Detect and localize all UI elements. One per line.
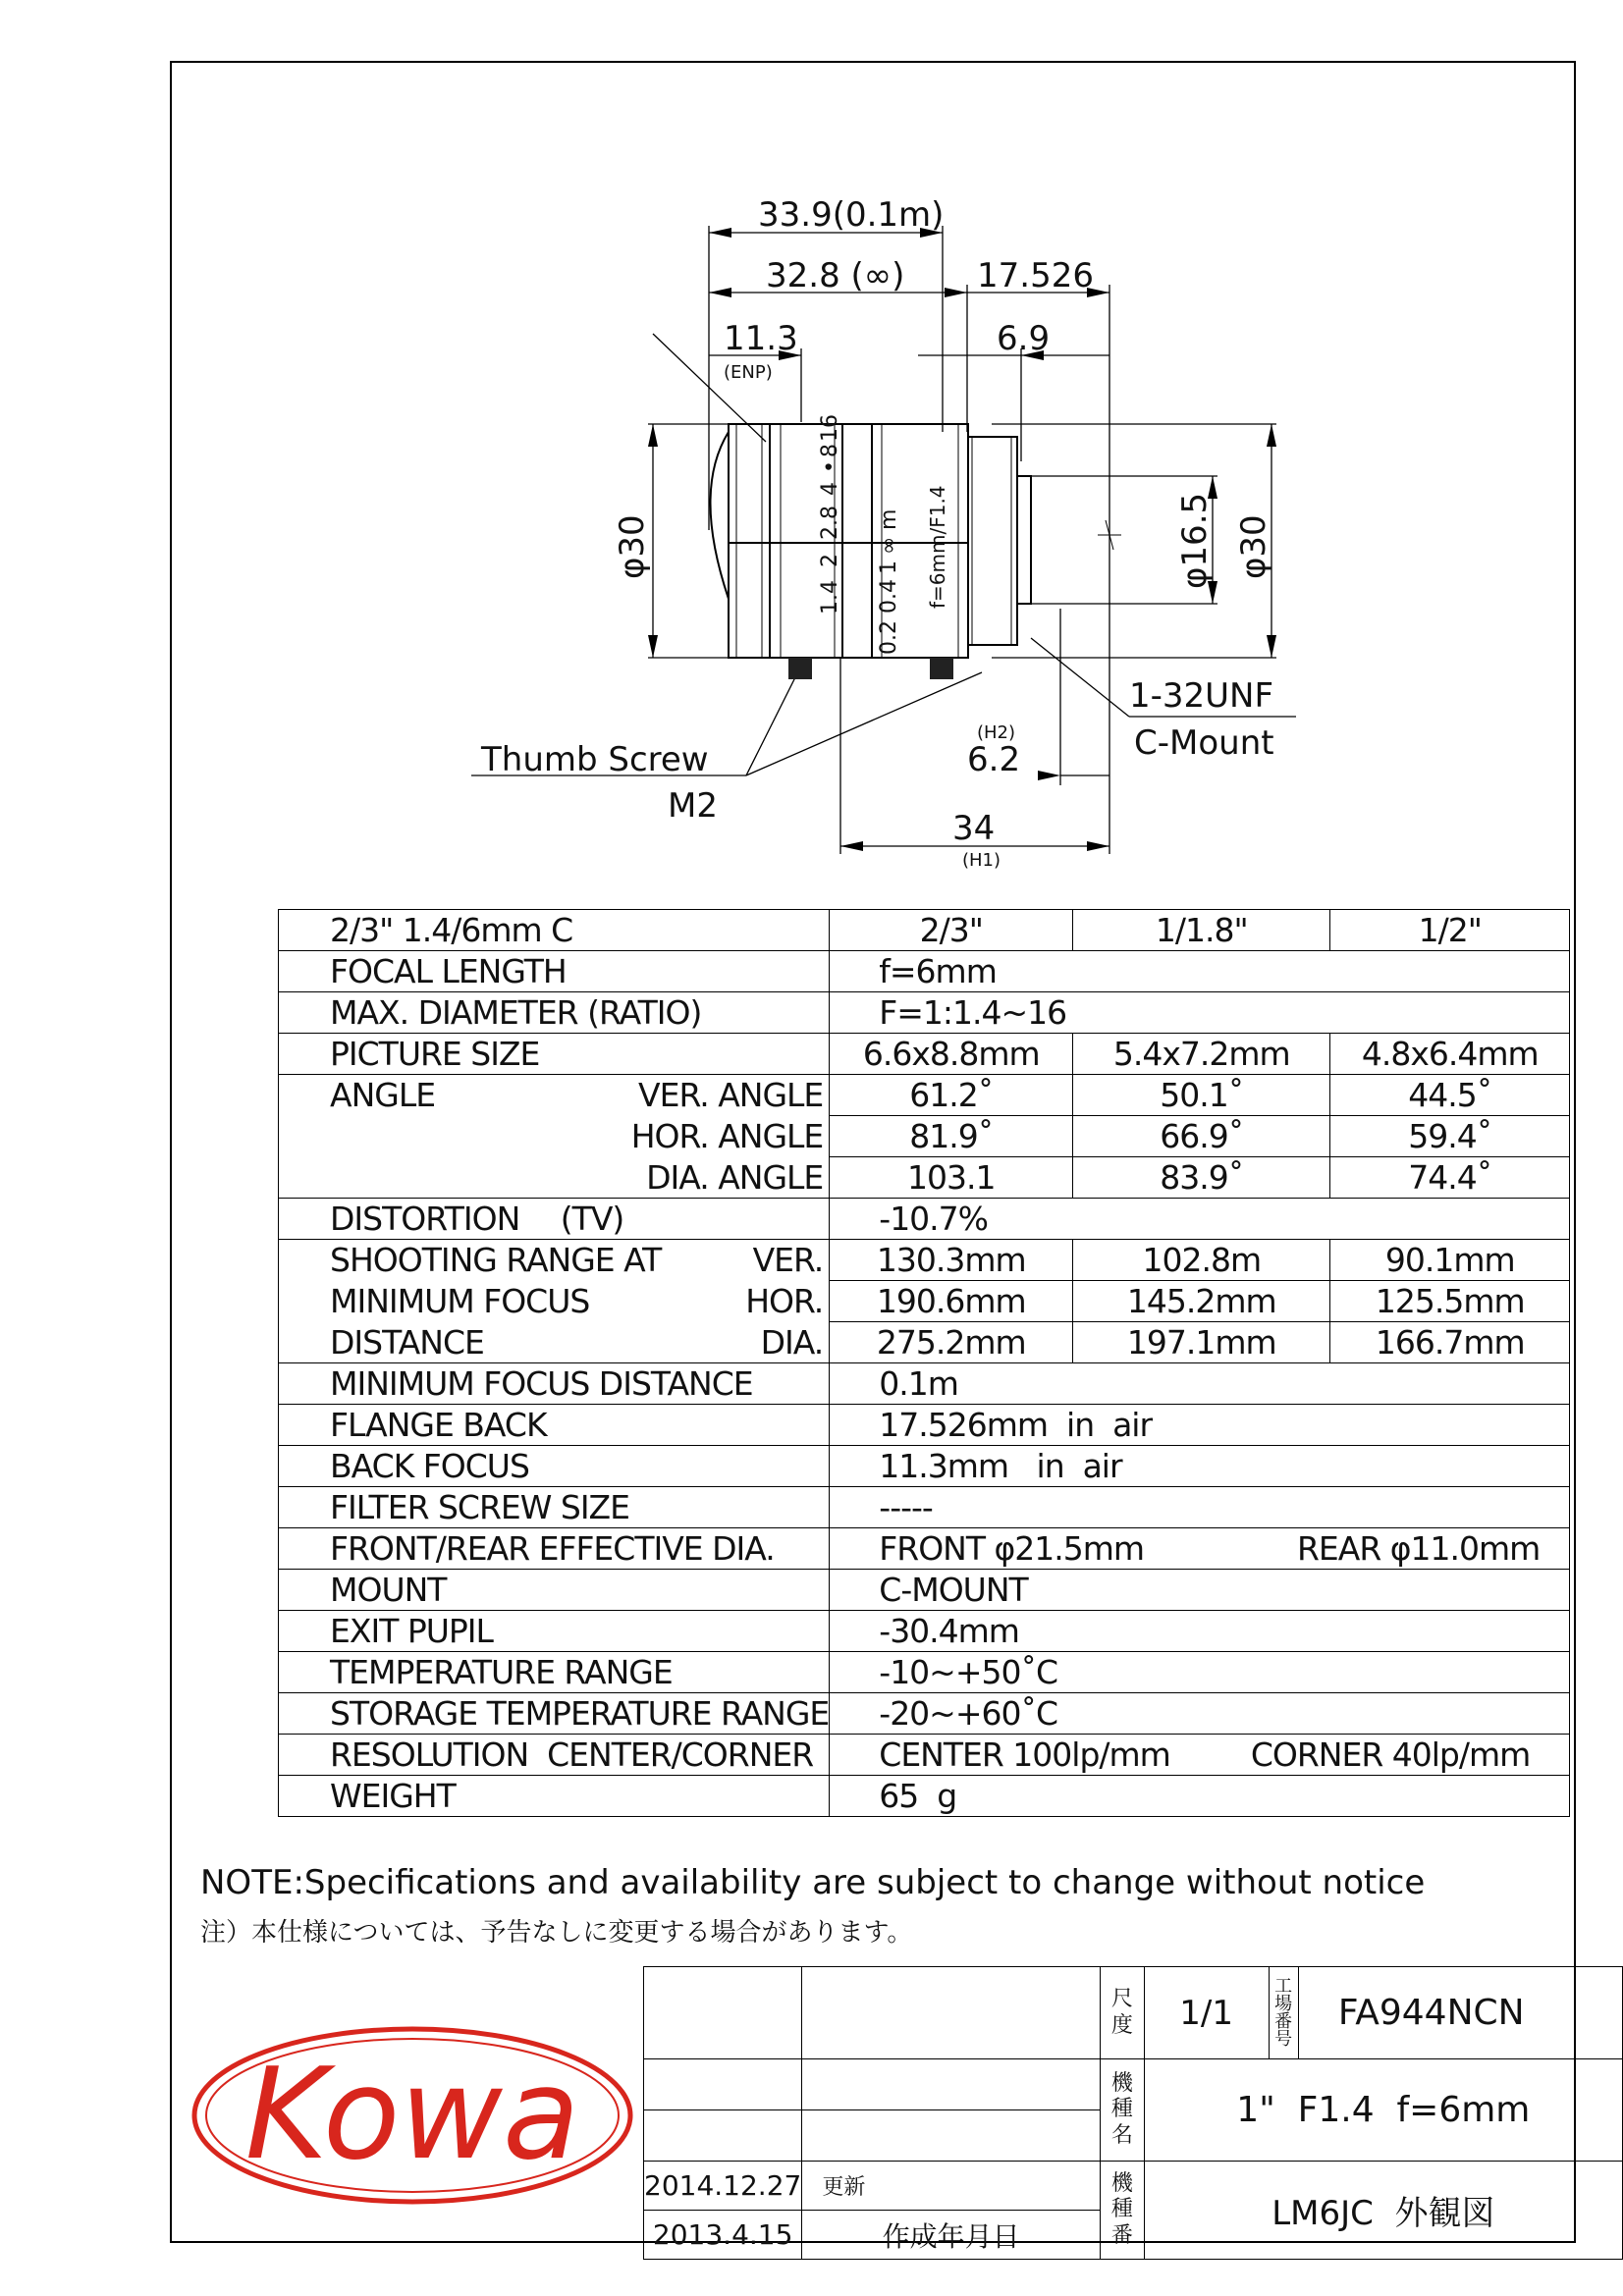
lens-drawing <box>0 0 1623 903</box>
row-label: TEMPERATURE RANGE <box>279 1652 830 1693</box>
row-label <box>279 1116 830 1157</box>
table-row <box>279 1693 1570 1735</box>
shooting-label: SHOOTING RANGE AT <box>330 1241 662 1280</box>
table-row <box>279 1075 1570 1116</box>
table-row <box>279 1570 1570 1611</box>
row-value: 102.8m <box>1073 1240 1330 1281</box>
row-value: 66.9˚ <box>1073 1116 1330 1157</box>
dim-phi16-5: φ16.5 <box>1175 492 1215 589</box>
ring-mark: 2.8 <box>818 506 842 540</box>
model-label: 機 種 名 <box>1100 2059 1144 2162</box>
scale-label: 尺 度 <box>1100 1967 1144 2059</box>
dim-17-526: 17.526 <box>977 256 1094 295</box>
row-label: WEIGHT <box>279 1776 830 1817</box>
row-label: MAX. DIAMETER (RATIO) <box>279 992 830 1034</box>
label-h2: (H2) <box>977 722 1016 743</box>
row-value: 130.3mm <box>830 1240 1073 1281</box>
dim-33-9: 33.9(0.1m) <box>758 195 945 235</box>
ring-mark: 8 <box>818 444 842 457</box>
row-label: FOCAL LENGTH <box>279 951 830 992</box>
revision-date: 2014.12.27 <box>644 2162 802 2211</box>
ring-scale <box>818 414 949 655</box>
shooting-label: MINIMUM FOCUS <box>330 1282 590 1320</box>
focus-mark: 0.2 <box>877 620 901 655</box>
row-value: 90.1mm <box>1330 1240 1570 1281</box>
spec-header-row <box>279 910 1570 951</box>
table-row <box>279 1199 1570 1240</box>
sub-label: HOR. <box>745 1282 824 1320</box>
table-row <box>279 1363 1570 1405</box>
corner-res: CORNER 40lp/mm <box>1250 1735 1531 1774</box>
row-label <box>279 1322 830 1363</box>
row-label <box>279 1281 830 1322</box>
row-label: MINIMUM FOCUS DISTANCE <box>279 1363 830 1405</box>
front-dia: FRONT φ21.5mm <box>879 1529 1145 1568</box>
row-value: 125.5mm <box>1330 1281 1570 1322</box>
focus-mark: 1 <box>877 561 901 574</box>
model-name: 1" F1.4 f=6mm <box>1144 2059 1622 2162</box>
row-value: C-MOUNT <box>830 1570 1570 1611</box>
row-value: 103.1 <box>830 1157 1073 1199</box>
row-value: 5.4x7.2mm <box>1073 1034 1330 1075</box>
row-value: 4.8x6.4mm <box>1330 1034 1570 1075</box>
table-row <box>279 1240 1570 1281</box>
ring-mark: • <box>818 460 842 473</box>
ring-mark: 16 <box>818 414 842 442</box>
table-row <box>279 1611 1570 1652</box>
row-label: FILTER SCREW SIZE <box>279 1487 830 1528</box>
row-value: 275.2mm <box>830 1322 1073 1363</box>
table-row <box>279 1735 1570 1776</box>
row-value: 190.6mm <box>830 1281 1073 1322</box>
row-value <box>830 1735 1570 1776</box>
row-value: 44.5˚ <box>1330 1075 1570 1116</box>
row-label <box>279 1157 830 1199</box>
logo-text: Kowa <box>244 2042 580 2188</box>
dim-32-8: 32.8 (∞) <box>766 256 905 295</box>
kowa-logo <box>172 1993 643 2238</box>
table-row <box>279 992 1570 1034</box>
creation-date: 2013.4.15 <box>644 2211 802 2260</box>
factory-number: FA944NCN <box>1298 1967 1622 2059</box>
sub-label: HOR. ANGLE <box>630 1117 824 1155</box>
dimension-labels <box>480 195 1274 871</box>
row-value: F=1:1.4~16 <box>830 992 1570 1034</box>
focus-mark: ∞ <box>877 536 901 555</box>
focus-mark: m <box>877 508 901 530</box>
lens-body <box>711 424 1032 658</box>
table-row <box>279 1776 1570 1817</box>
row-label: MOUNT <box>279 1570 830 1611</box>
table-row <box>279 1322 1570 1363</box>
row-label <box>279 1075 830 1116</box>
row-value: 11.3mm in air <box>830 1446 1570 1487</box>
table-row <box>279 1652 1570 1693</box>
creation-label: 作成年月日 <box>802 2211 1101 2260</box>
row-value: 65 g <box>830 1776 1570 1817</box>
table-row <box>279 1487 1570 1528</box>
table-row <box>279 1034 1570 1075</box>
row-value: 0.1m <box>830 1363 1570 1405</box>
row-label: RESOLUTION CENTER/CORNER <box>279 1735 830 1776</box>
row-label <box>279 1240 830 1281</box>
row-value <box>830 1528 1570 1570</box>
row-value: -10.7% <box>830 1199 1570 1240</box>
dim-phi30-right: φ30 <box>1234 514 1273 579</box>
row-value: 61.2˚ <box>830 1075 1073 1116</box>
note-japanese: 注）本仕様については、予告なしに変更する場合があります。 <box>200 1918 913 1948</box>
table-row <box>279 1157 1570 1199</box>
sub-label: VER. <box>752 1241 824 1280</box>
ring-mark: 2 <box>818 554 842 567</box>
label-h1: (H1) <box>962 850 1001 871</box>
row-value: 83.9˚ <box>1073 1157 1330 1199</box>
table-row <box>279 1446 1570 1487</box>
dim-6-2: 6.2 <box>967 740 1021 779</box>
table-row <box>279 1281 1570 1322</box>
row-value: 166.7mm <box>1330 1322 1570 1363</box>
dim-phi30-left: φ30 <box>613 514 652 579</box>
label-unf: 1-32UNF <box>1129 676 1274 716</box>
ring-mark: 4 <box>818 482 842 496</box>
row-value: 81.9˚ <box>830 1116 1073 1157</box>
row-value: 6.6x8.8mm <box>830 1034 1073 1075</box>
row-value: ----- <box>830 1487 1570 1528</box>
dim-6-9: 6.9 <box>997 319 1051 358</box>
table-row <box>279 1405 1570 1446</box>
row-value: -30.4mm <box>830 1611 1570 1652</box>
row-value: 59.4˚ <box>1330 1116 1570 1157</box>
sub-label: VER. ANGLE <box>638 1076 824 1115</box>
number-label: 機 種 番 <box>1100 2162 1144 2260</box>
dim-11-3: 11.3 <box>724 319 798 358</box>
row-value: 74.4˚ <box>1330 1157 1570 1199</box>
center-res: CENTER 100lp/mm <box>879 1735 1170 1774</box>
row-value: 17.526mm in air <box>830 1405 1570 1446</box>
factory-label: 工 場 番 号 <box>1269 1967 1298 2059</box>
table-row <box>279 1116 1570 1157</box>
revision-label: 更新 <box>802 2162 1101 2211</box>
row-label: STORAGE TEMPERATURE RANGE <box>279 1693 830 1735</box>
table-row <box>279 1528 1570 1570</box>
format-header: 1/1.8" <box>1073 910 1330 951</box>
sub-label: DIA. ANGLE <box>646 1157 824 1197</box>
row-value: -20~+60˚C <box>830 1693 1570 1735</box>
row-label: FRONT/REAR EFFECTIVE DIA. <box>279 1528 830 1570</box>
scale-value: 1/1 <box>1144 1967 1269 2059</box>
row-label: DISTORTION (TV) <box>279 1199 830 1240</box>
label-m2: M2 <box>668 786 718 826</box>
row-label: PICTURE SIZE <box>279 1034 830 1075</box>
model-header: 2/3" 1.4/6mm C <box>279 910 830 951</box>
format-header: 1/2" <box>1330 910 1570 951</box>
label-thumb-screw: Thumb Screw <box>481 740 709 779</box>
row-value: 197.1mm <box>1073 1322 1330 1363</box>
drawing-number: LM6JC 外観図 <box>1144 2162 1622 2260</box>
row-value: f=6mm <box>830 951 1570 992</box>
focus-mark: 0.4 <box>877 579 901 614</box>
sub-label: DIA. <box>760 1322 824 1362</box>
lens-body-detail <box>736 424 1011 658</box>
format-header: 2/3" <box>830 910 1073 951</box>
row-label: FLANGE BACK <box>279 1405 830 1446</box>
row-value: -10~+50˚C <box>830 1652 1570 1693</box>
note-english: NOTE:Specifications and availability are subject to change without notice <box>200 1863 1426 1902</box>
title-block <box>643 1966 1623 2260</box>
lens-label: f=6mm/F1.4 <box>926 485 949 609</box>
row-label: BACK FOCUS <box>279 1446 830 1487</box>
angle-label: ANGLE <box>330 1076 436 1115</box>
dim-34: 34 <box>952 809 996 848</box>
label-c-mount: C-Mount <box>1134 723 1274 763</box>
thumb-screw-icon <box>788 658 953 679</box>
shooting-label: DISTANCE <box>330 1322 484 1362</box>
ring-mark: 1.4 <box>818 580 842 614</box>
row-value: 50.1˚ <box>1073 1075 1330 1116</box>
row-value: 145.2mm <box>1073 1281 1330 1322</box>
spec-table <box>278 909 1570 1817</box>
table-row <box>279 951 1570 992</box>
dim-enp: (ENP) <box>724 362 773 383</box>
rear-dia: REAR φ11.0mm <box>1296 1529 1541 1568</box>
row-label: EXIT PUPIL <box>279 1611 830 1652</box>
